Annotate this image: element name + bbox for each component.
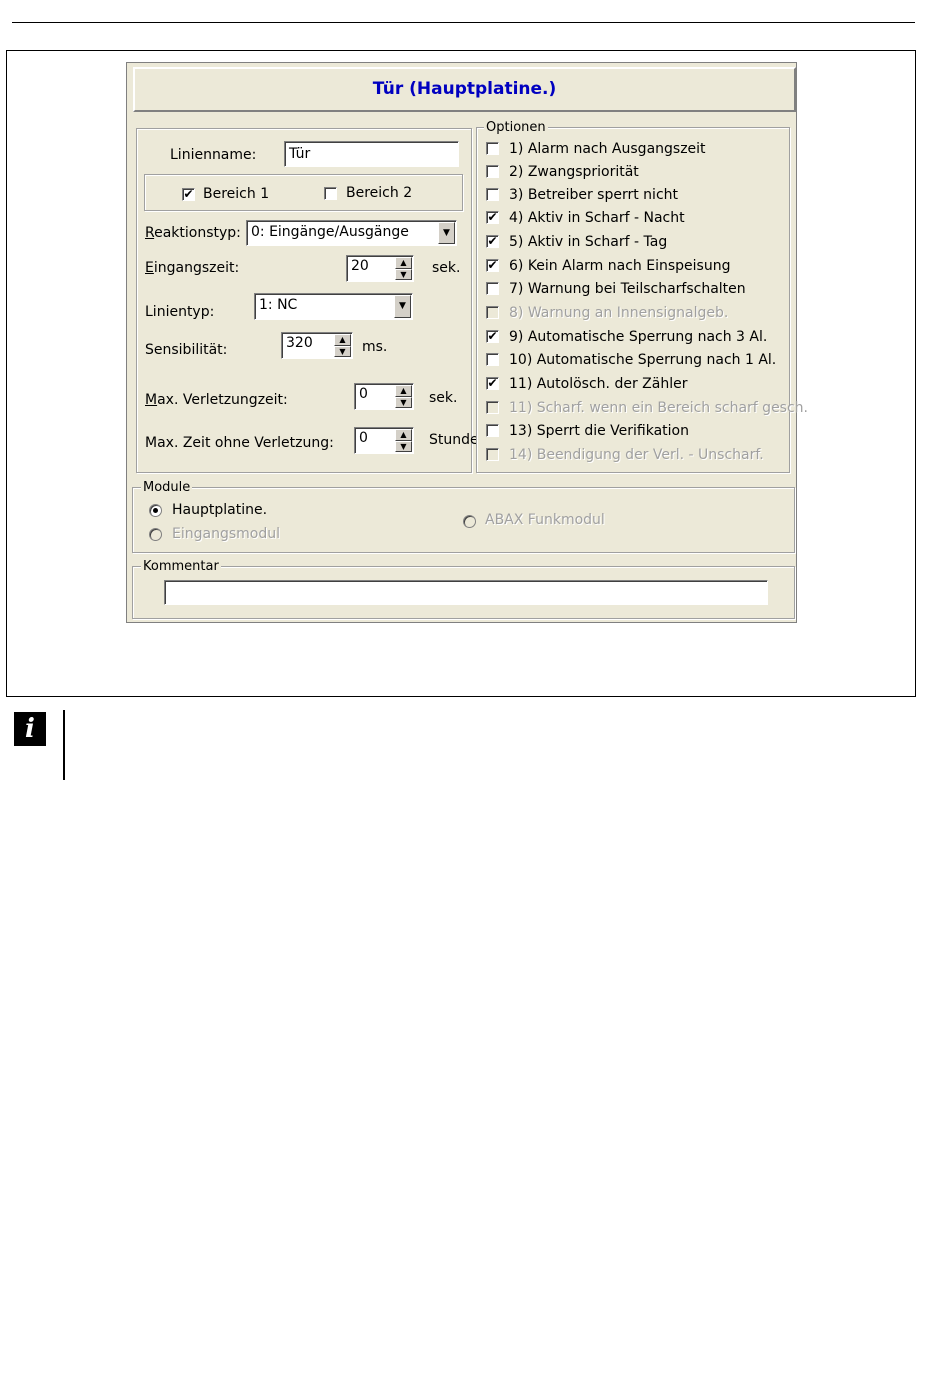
max-no-violation-input[interactable]: [354, 427, 414, 454]
partition2-checkbox[interactable]: [324, 187, 337, 200]
spin-down-icon[interactable]: ▼: [395, 397, 412, 409]
sensitivity-value: 320: [286, 335, 313, 351]
option-label: 11) Autolösch. der Zähler: [509, 376, 688, 392]
option-checkbox[interactable]: [486, 165, 499, 178]
option-checkbox[interactable]: [486, 235, 499, 248]
spin-up-icon[interactable]: ▲: [395, 385, 412, 397]
option-checkbox[interactable]: [486, 282, 499, 295]
option-checkbox: [486, 306, 499, 319]
zone-name-input[interactable]: Tür: [284, 141, 459, 167]
abax-label: ABAX Funkmodul: [485, 512, 605, 528]
option-checkbox[interactable]: [486, 377, 499, 390]
reaction-type-label: Reaktionstyp:: [145, 225, 241, 241]
reaction-type-value: 0: Eingänge/Ausgänge: [251, 224, 409, 240]
abax-radio: [463, 515, 476, 528]
option-checkbox[interactable]: [486, 424, 499, 437]
partition2-label: Bereich 2: [346, 185, 413, 201]
option-checkbox: [486, 448, 499, 461]
max-violation-input[interactable]: [354, 383, 414, 410]
line-type-dropdown-button[interactable]: [394, 295, 411, 318]
options-group-label: Optionen: [486, 120, 546, 135]
option-checkbox[interactable]: [486, 142, 499, 155]
line-type-label: Linientyp:: [145, 304, 215, 320]
option-checkbox[interactable]: [486, 211, 499, 224]
chevron-down-icon: ▼: [443, 228, 450, 238]
line-type-select[interactable]: [254, 293, 413, 320]
reaction-type-select[interactable]: [246, 220, 457, 246]
main-board-label: Hauptplatine.: [172, 502, 268, 518]
reaction-type-dropdown-button[interactable]: [438, 222, 455, 244]
spin-down-icon[interactable]: ▼: [395, 269, 412, 281]
check-icon: ✔: [487, 329, 498, 343]
option-checkbox[interactable]: [486, 188, 499, 201]
page-header-rule: [12, 22, 915, 23]
option-label: 4) Aktiv in Scharf - Nacht: [509, 210, 685, 226]
partition1-label: Bereich 1: [203, 186, 270, 202]
sensitivity-input[interactable]: [281, 332, 353, 359]
info-icon: i: [14, 712, 46, 746]
entry-delay-value: 20: [351, 258, 369, 274]
max-no-violation-unit: Stunde: [429, 432, 479, 448]
max-violation-spinner[interactable]: [395, 385, 412, 408]
max-no-violation-value: 0: [359, 430, 368, 446]
spin-up-icon[interactable]: ▲: [334, 334, 351, 346]
option-label: 6) Kein Alarm nach Einspeisung: [509, 258, 731, 274]
check-icon: ✔: [487, 210, 498, 224]
option-label: 2) Zwangspriorität: [509, 164, 639, 180]
option-label: 14) Beendigung der Verl. - Unscharf.: [509, 447, 764, 463]
option-label: 7) Warnung bei Teilscharfschalten: [509, 281, 746, 297]
spin-up-icon[interactable]: ▲: [395, 429, 412, 441]
option-label: 5) Aktiv in Scharf - Tag: [509, 234, 668, 250]
check-icon: ✔: [487, 234, 498, 248]
sensitivity-unit: ms.: [362, 339, 388, 355]
chevron-down-icon: ▼: [399, 301, 406, 311]
entry-delay-input[interactable]: [346, 255, 414, 282]
option-label: 3) Betreiber sperrt nicht: [509, 187, 679, 203]
max-violation-unit: sek.: [429, 390, 458, 406]
option-checkbox[interactable]: [486, 330, 499, 343]
max-violation-value: 0: [359, 386, 368, 402]
spin-up-icon[interactable]: ▲: [395, 257, 412, 269]
zone-name-label: Linienname:: [170, 147, 257, 163]
entry-delay-unit: sek.: [432, 260, 461, 276]
option-label: 13) Sperrt die Verifikation: [509, 423, 689, 439]
input-module-radio: [149, 528, 162, 541]
module-group-label: Module: [143, 480, 191, 495]
check-icon: ✔: [183, 187, 194, 201]
max-no-violation-label: Max. Zeit ohne Verletzung:: [145, 435, 334, 451]
option-label: 10) Automatische Sperrung nach 1 Al.: [509, 352, 777, 368]
line-type-value: 1: NC: [259, 297, 298, 313]
dialog-title: Tür (Hauptplatine.): [133, 67, 796, 112]
partition1-checkbox[interactable]: [182, 188, 195, 201]
entry-delay-spinner[interactable]: [395, 257, 412, 280]
comment-input[interactable]: [164, 580, 768, 605]
comment-group-label: Kommentar: [143, 559, 219, 574]
spin-down-icon[interactable]: ▼: [334, 346, 351, 358]
option-label: 11) Scharf. wenn ein Bereich scharf gesch.: [509, 400, 808, 416]
option-label: 8) Warnung an Innensignalgeb.: [509, 305, 729, 321]
option-checkbox[interactable]: [486, 259, 499, 272]
entry-delay-label: Eingangszeit:: [145, 260, 240, 276]
sensitivity-spinner[interactable]: [334, 334, 351, 357]
max-no-violation-spinner[interactable]: [395, 429, 412, 452]
check-icon: ✔: [487, 376, 498, 390]
option-checkbox[interactable]: [486, 353, 499, 366]
check-icon: ✔: [487, 258, 498, 272]
input-module-label: Eingangsmodul: [172, 526, 280, 542]
max-violation-label: Max. Verletzungzeit:: [145, 392, 288, 408]
main-board-radio[interactable]: [149, 504, 162, 517]
spin-down-icon[interactable]: ▼: [395, 441, 412, 453]
option-checkbox: [486, 401, 499, 414]
option-label: 9) Automatische Sperrung nach 3 Al.: [509, 329, 768, 345]
sensitivity-label: Sensibilität:: [145, 342, 228, 358]
option-label: 1) Alarm nach Ausgangszeit: [509, 141, 706, 157]
note-divider: [63, 710, 65, 780]
